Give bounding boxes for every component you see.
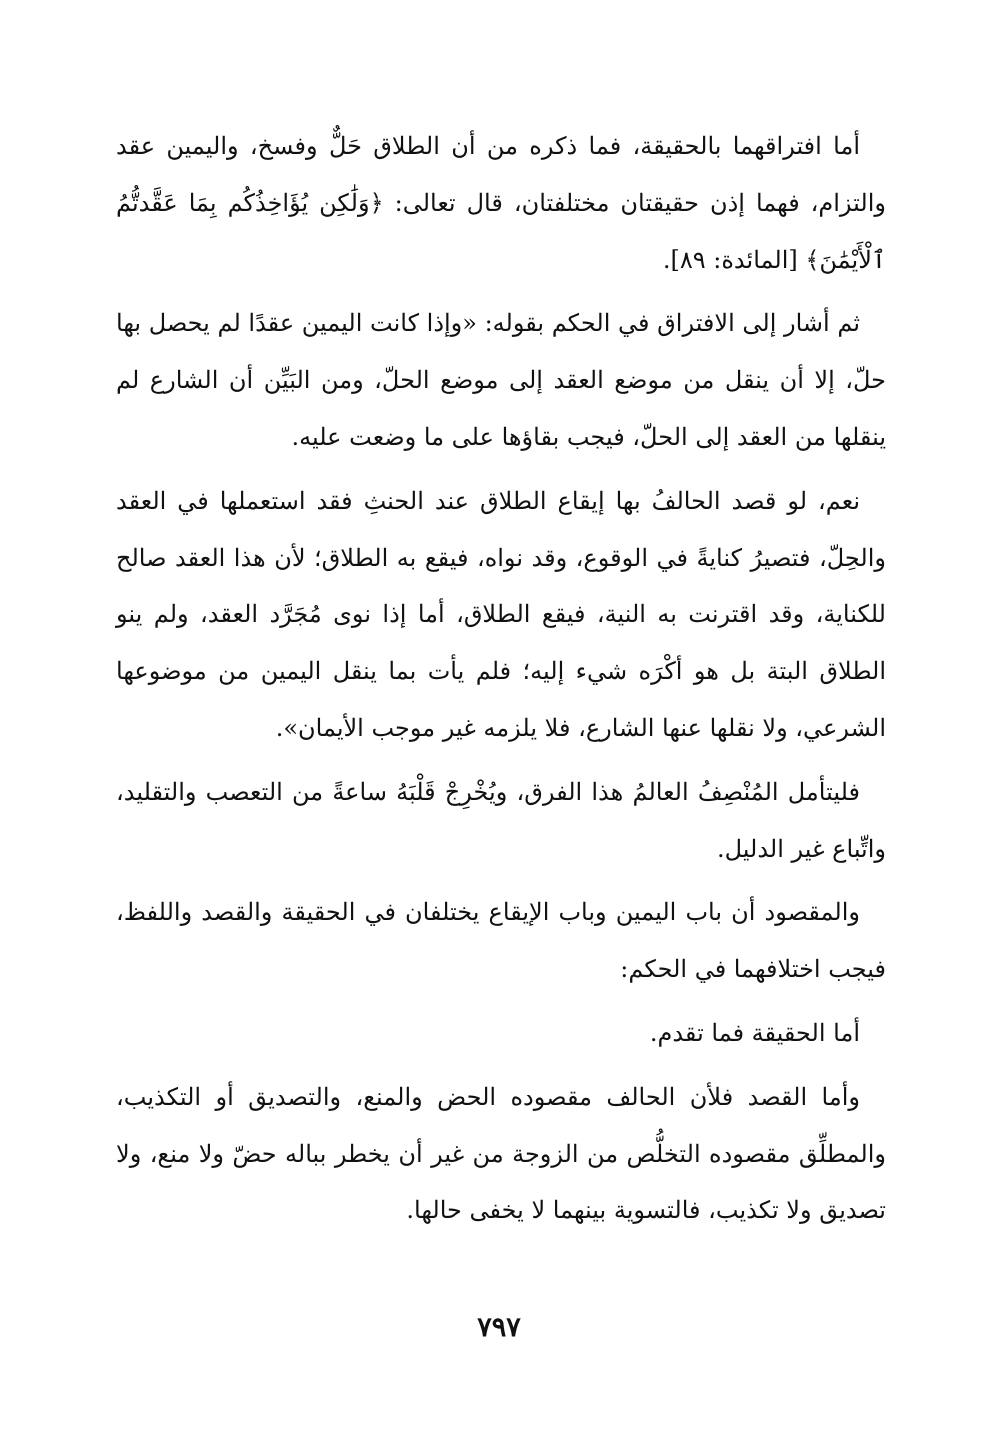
paragraph-4: فليتأمل المُنْصِفُ العالمُ هذا الفرق، ويُخْرِجْ قَلْبَهُ ساعةً من التعصب والتقليد، واتِّباع غير الدليل. — [116, 777, 886, 863]
paragraph-2: ثم أشار إلى الافتراق في الحكم بقوله: «وإذا كانت اليمين عقدًا لم يحصل بها حلّ، إلا أن ينقل من موضع العقد إلى موضع الحلّ، ومن البَيِّن أن الشارع لم ينقلها من العقد إلى الحلّ، فيجب بقاؤها على ما وضعت عليه. — [116, 309, 887, 451]
body-text — [116, 118, 886, 1246]
paragraph-5: والمقصود أن باب اليمين وباب الإيقاع يختلفان في الحقيقة والقصد واللفظ، فيجب اختلافهما في الحكم: — [116, 898, 886, 984]
paragraph-3: نعم، لو قصد الحالفُ بها إيقاع الطلاق عند الحنثِ فقد استعملها في العقد والحِلّ، فتصيرُ كنايةً في الوقوع، وقد نواه، فيقع به الطلاق؛ لأن هذا العقد صالح للكناية، وقد اقترنت به النية، فيقع الطلاق، أما إذا نوى مُجَرَّد العقد، ولم ينو الطلاق البتة بل هو أكْرَه شيء إليه؛ فلم يأت بما ينقل اليمين من موضوعها الشرعي، ولا نقلها عنها الشارع، فلا يلزمه غير موجب الأيمان». — [116, 486, 886, 742]
paragraph-7: وأما القصد فلأن الحالف مقصوده الحض والمنع، والتصديق أو التكذيب، والمطلِّق مقصوده التخلُّص من الزوجة من غير أن يخطر بباله حضّ ولا منع، ولا تصديق ولا تكذيب، فالتسوية بينهما لا يخفى حالها. — [116, 1082, 886, 1225]
paragraph-1: أما افتراقهما بالحقيقة، فما ذكره من أن الطلاق حَلٌّ وفسخ، واليمين عقد والتزام، فهما إذن حقيقتان مختلفتان، قال تعالى: ﴿وَلَٰكِن يُؤَاخِذُكُم بِمَا عَقَّدتُّمُ ٱلْأَيْمَٰنَ﴾ [المائدة: ٨٩]. — [116, 132, 886, 274]
paragraph-6: أما الحقيقة فما تقدم. — [649, 1018, 860, 1047]
page-number: ٧٩٧ — [477, 1312, 521, 1343]
